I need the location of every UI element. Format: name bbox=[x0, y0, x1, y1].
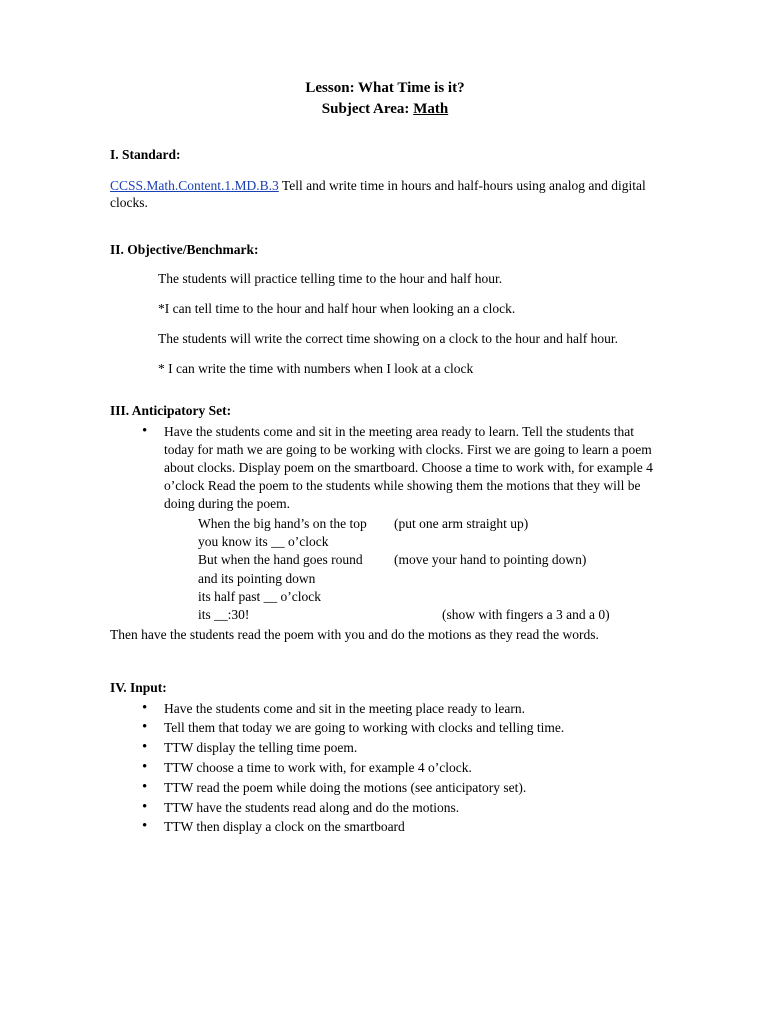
subject-area-line bbox=[110, 99, 660, 120]
poem-motion bbox=[394, 533, 660, 551]
list-item: • Have the students come and sit in the meeting area ready to learn. Tell the students that today for math we are going to be working with clocks. First we are going to learn a poem about clocks. Display poem on the smartboard. Choose a time to work with, for example 4 o’clock Read the poem to the students while showing them the motions that they will be doing during the poem. bbox=[138, 423, 660, 512]
standard-paragraph bbox=[110, 177, 660, 213]
subject-area-value: Math bbox=[413, 101, 449, 118]
poem-text: its __:30! bbox=[198, 607, 250, 623]
list-item: • Tell them that today we are going to working with clocks and telling time. bbox=[138, 719, 660, 737]
poem-motion bbox=[394, 588, 660, 606]
poem-motion: (put one arm straight up) bbox=[394, 515, 529, 531]
poem-line bbox=[198, 606, 660, 624]
poem-line bbox=[198, 551, 660, 569]
list-item: • TTW read the poem while doing the motions (see anticipatory set). bbox=[138, 779, 660, 797]
heading-input: IV. Input: bbox=[110, 679, 167, 695]
poem-text: its half past __ o’clock bbox=[198, 588, 321, 604]
list-item: • TTW then display a clock on the smartboard bbox=[138, 818, 660, 836]
poem-text: you know its __ o’clock bbox=[198, 533, 329, 549]
list-item: • TTW have the students read along and do the motions. bbox=[138, 799, 660, 817]
objective-line-1: The students will practice telling time to the hour and half hour. bbox=[158, 271, 503, 287]
list-item: • TTW choose a time to work with, for example 4 o’clock. bbox=[138, 759, 660, 777]
document-title bbox=[110, 78, 660, 121]
heading-objective: II. Objective/Benchmark: bbox=[110, 242, 259, 258]
poem-motion: (move your hand to pointing down) bbox=[394, 552, 587, 568]
poem-text: and its pointing down bbox=[198, 570, 316, 586]
lesson-title: Lesson: What Time is it? bbox=[305, 80, 465, 96]
ccss-standard-link[interactable]: CCSS.Math.Content.1.MD.B.3 bbox=[110, 177, 279, 193]
poem-line bbox=[198, 570, 660, 588]
list-item: • TTW display the telling time poem. bbox=[138, 739, 660, 757]
clock-poem bbox=[198, 515, 660, 625]
objective-line-4: * I can write the time with numbers when I look at a clock bbox=[158, 360, 474, 376]
list-item: • Have the students come and sit in the meeting place ready to learn. bbox=[138, 700, 660, 718]
heading-standard: I. Standard: bbox=[110, 146, 181, 162]
anticipatory-closing: Then have the students read the poem with you and do the motions as they read the words. bbox=[110, 626, 599, 642]
poem-motion bbox=[394, 570, 660, 588]
standard-body-text: Tell and write time in hours and half-hours using analog and digital clocks. bbox=[110, 177, 646, 211]
objective-line-3: The students will write the correct time showing on a clock to the hour and half hour. bbox=[158, 330, 619, 346]
poem-line bbox=[198, 533, 660, 551]
heading-anticipatory-set: III. Anticipatory Set: bbox=[110, 403, 232, 419]
poem-line bbox=[198, 515, 660, 533]
objective-line-2: *I can tell time to the hour and half hour when looking an a clock. bbox=[158, 301, 516, 317]
anticipatory-bullet-list bbox=[110, 423, 660, 512]
input-bullet-list bbox=[110, 700, 660, 837]
poem-motion: (show with fingers a 3 and a 0) bbox=[442, 607, 610, 623]
poem-text: But when the hand goes round bbox=[198, 552, 363, 568]
poem-text: When the big hand’s on the top bbox=[198, 515, 367, 531]
poem-line bbox=[198, 588, 660, 606]
subject-area-label: Subject Area: bbox=[321, 101, 414, 118]
